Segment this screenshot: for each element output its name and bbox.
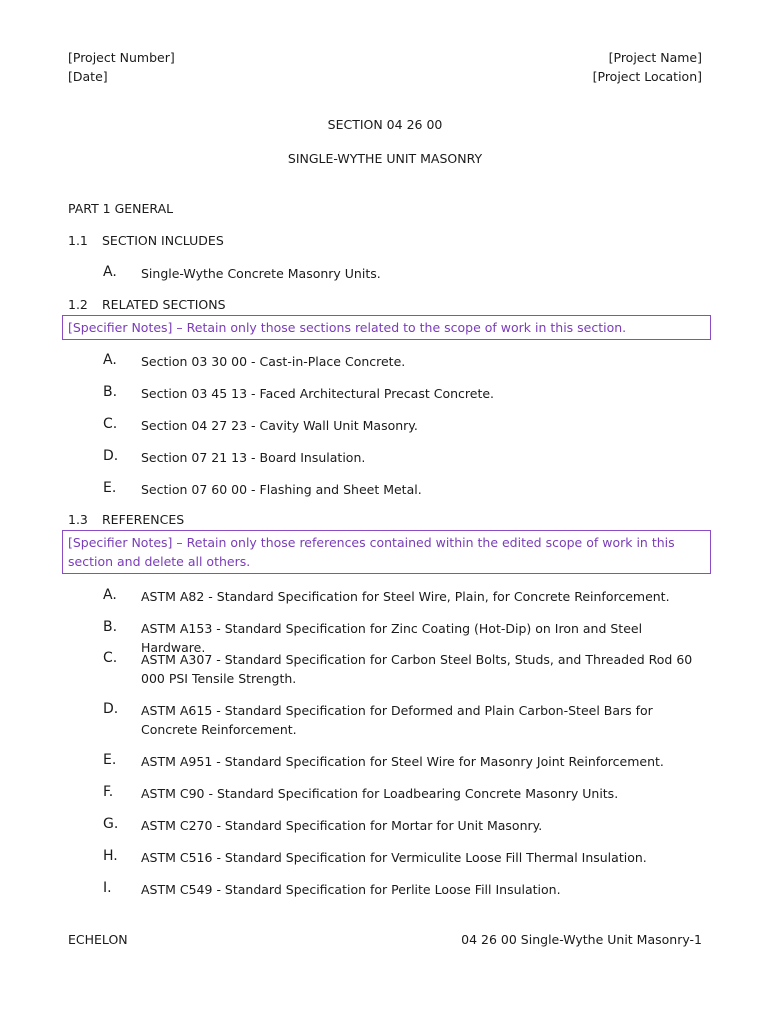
item-letter: A. [103, 264, 117, 280]
subsection-title: REFERENCES [102, 512, 185, 527]
project-location: [Project Location] [592, 69, 702, 84]
project-name: [Project Name] [608, 50, 702, 65]
project-number: [Project Number] [68, 50, 175, 65]
item-text: Section 04 27 23 - Cavity Wall Unit Masonry. [141, 418, 418, 433]
item-letter: C. [103, 416, 118, 432]
specifier-note: [Specifier Notes] – Retain only those sections related to the scope of work in this section. [62, 315, 711, 340]
item-letter: D. [103, 448, 119, 464]
subsection-title: SECTION INCLUDES [102, 233, 224, 248]
item-letter: A. [103, 587, 117, 603]
item-letter: E. [103, 752, 117, 768]
item-letter: E. [103, 480, 117, 496]
section-title: SINGLE-WYTHE UNIT MASONRY [287, 151, 483, 166]
header-right [593, 48, 702, 86]
subsection-heading-1-2 [68, 297, 226, 312]
item-text: ASTM C270 - Standard Specification for Mortar for Unit Masonry. [141, 818, 543, 833]
subsection-heading-1-1 [68, 233, 224, 248]
item-text: ASTM A615 - Standard Specification for Deformed and Plain Carbon-Steel Bars for Concrete Reinforcement. [141, 703, 653, 737]
subsection-number: 1.3 [68, 512, 88, 527]
item-text: ASTM C516 - Standard Specification for Vermiculite Loose Fill Thermal Insulation. [141, 850, 647, 865]
subsection-number: 1.1 [68, 233, 88, 248]
item-text: Section 03 30 00 - Cast-in-Place Concrete. [141, 354, 406, 369]
item-text: ASTM A153 - Standard Specification for Zinc Coating (Hot-Dip) on Iron and Steel Hardware. [141, 621, 643, 655]
item-letter: F. [103, 784, 114, 800]
item-letter: B. [103, 384, 118, 400]
subsection-title: RELATED SECTIONS [102, 297, 226, 312]
item-letter: B. [103, 619, 118, 635]
part-heading: PART 1 GENERAL [68, 201, 174, 216]
item-letter: C. [103, 650, 118, 666]
item-letter: H. [103, 848, 118, 864]
specifier-note: [Specifier Notes] – Retain only those references contained within the edited scope of work in this section and delete all others. [62, 530, 711, 574]
footer-right: 04 26 00 Single-Wythe Unit Masonry-1 [461, 932, 702, 947]
item-text: ASTM C90 - Standard Specification for Loadbearing Concrete Masonry Units. [141, 786, 619, 801]
item-text: ASTM A951 - Standard Specification for Steel Wire for Masonry Joint Reinforcement. [141, 754, 664, 769]
item-text: ASTM A307 - Standard Specification for Carbon Steel Bolts, Studs, and Threaded Rod 60 000 PSI Tensile Strength. [141, 652, 693, 686]
subsection-heading-1-3 [68, 512, 184, 527]
item-letter: A. [103, 352, 117, 368]
project-date: [Date] [68, 69, 108, 84]
item-letter: D. [103, 701, 119, 717]
item-text: Section 07 60 00 - Flashing and Sheet Metal. [141, 482, 422, 497]
section-number: SECTION 04 26 00 [327, 117, 443, 132]
item-text: Section 03 45 13 - Faced Architectural Precast Concrete. [141, 386, 495, 401]
item-letter: I. [103, 880, 112, 896]
item-text: Single-Wythe Concrete Masonry Units. [141, 266, 381, 281]
item-text: ASTM C549 - Standard Specification for Perlite Loose Fill Insulation. [141, 882, 561, 897]
subsection-number: 1.2 [68, 297, 88, 312]
item-letter: G. [103, 816, 119, 832]
item-text: ASTM A82 - Standard Specification for Steel Wire, Plain, for Concrete Reinforcement. [141, 589, 670, 604]
header-left [68, 48, 175, 86]
footer-left: ECHELON [68, 932, 128, 947]
item-text: Section 07 21 13 - Board Insulation. [141, 450, 366, 465]
